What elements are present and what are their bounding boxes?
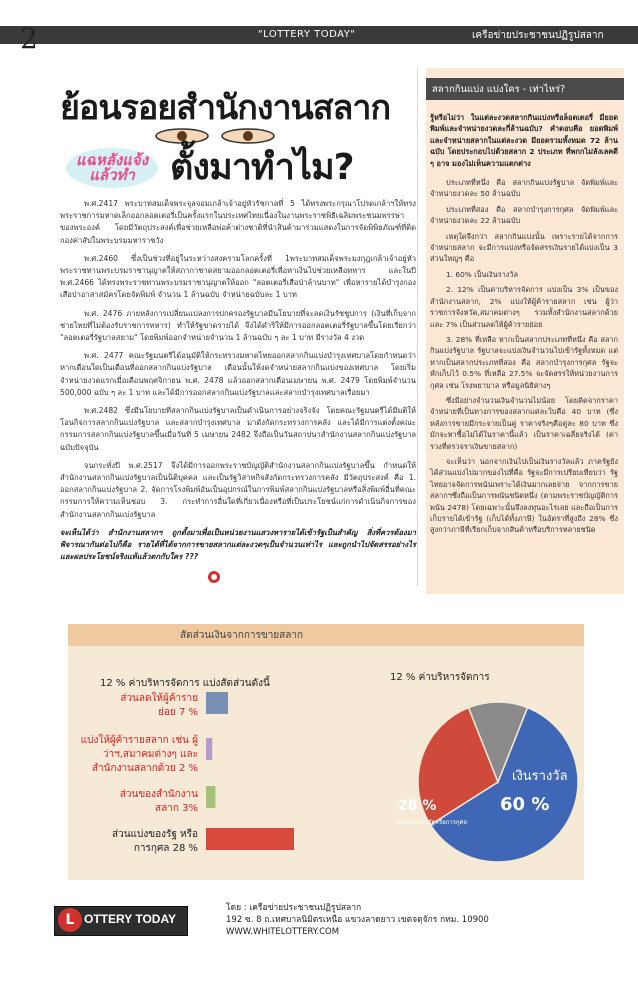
- bar: [206, 828, 294, 850]
- pie-chart-title: 12 % ค่าบริหารจัดการ: [390, 672, 490, 683]
- pie-value-state: 28 %: [398, 798, 437, 814]
- bar: [206, 786, 215, 808]
- bar-label: ส่วนลดให้ผู้ค้ารายย่อย 7 %: [120, 693, 198, 718]
- article-paragraph: พ.ศ. 2476 ภายหลังการเปลี่ยนแปลงการปกครองรัฐบาลมีนโยบายที่จะลดเงินรัชชูปการ (เงินที่เก็บจากชายไทยที่ไม่ต้องรับราชการทหาร) ทำให้รัฐขาดรายได้ จึงได้ดำริให้มีการออกลอตเตอรี่รัฐบาลขึ้นโดยเรียกว่า "ลอตเตอรี่รัฐบาลสยาม" โดยพิมพ์ออกจำหน่ายจำนวน 1 ล้านฉบับ ๆ ละ 1 บาท มีรางวัล 4 งวด: [60, 308, 416, 343]
- sidebar-paragraph: ซึ่งมีอย่างจำนวนเงินจำนวนไม่น้อย โดยคิดจากราคาจำหน่ายที่เป็นทางการของสลากแต่ละใบคือ 40 บาท (ซึ่งหลังการขายมีกระจายเป็นคู่ ราคาจริงๆคือคู่ละ 80 บาท ซึ่งมักจะหาซื้อไม่ได้ในราคานี้แล้ว เป็นราคาเฉลี่ยจริงได้ (ค่ารวงที่ตรวจราเงินขายสลาก): [430, 395, 618, 451]
- sidebar-paragraph: ประเภทที่หนึ่ง คือ สลากกินแบ่งรัฐบาล จัดพิมพ์และจำหน่ายงวดละ 50 ล้านฉบับ: [430, 178, 618, 199]
- footer-info: [226, 902, 489, 938]
- chart-section-title: สัดส่วนเงินจากการขายสลาก: [180, 630, 304, 641]
- pie-label-prize: เงินรางวัล: [512, 769, 568, 784]
- article-paragraph: จนกระทั่งปี พ.ศ.2517 จึงได้มีการออกพระราชบัญญัติสำนักงานสลากกินแบ่งรัฐบาลขึ้น กำหนดให้สำนักงานสลากกินแบ่งรัฐบาลเป็นนิติบุคคล และเป็นรัฐวิสาหกิจสังกัดกระทรวงการคลัง มีวัตถุประสงค์ คือ 1. ออกสลากกินแบ่งรัฐบาล 2. จัดการโรงพิมพ์อันเป็นอุปกรณ์ในการพิมพ์สลากกินแบ่งรัฐบาลหรือสิ่งพิมพ์อื่นที่คณะกรรมการให้ความเห็นชอบ 3. กระทำการอื่นใดที่เกี่ยวเนื่องหรือที่เป็นประโยชน์แก่การดำเนินกิจการของสำนักงานสลากกินแบ่งรัฐบาล: [60, 460, 416, 519]
- sidebar-paragraph: จะเห็นว่า นอกจากเงินไปเป็นเงินรางวัลแล้ว ภาครัฐยังได้ส่วนแบ่งไปมากของไปที่คือ รัฐจะมีการเปรียบเทียบว่า รัฐไทยอาจจัดการพนันเพราะได้เงินมากเลยจ่าย จากการขายสลากฯซึ่งถือเป็นการพนันชนิดหนึ่ง (ตามพระราชบัญญัติการพนัน 2478) โดยเฉพาะนั้นจึงลงทุนอะไรเลย และถือเป็นการเก็บรายได้เข้ารัฐ (เก็บได้ทั้งภาษี) ในอัตราที่สูงถึง 28% ซึ่ง สูงกว่าภาษีที่เรียกเก็บจากสินค้าหรือบริการหลายชนิด: [430, 456, 618, 535]
- bar-chart-title: 12 % ค่าบริหารจัดการ แบ่งสัดส่วนดังนี้: [100, 678, 270, 689]
- article-paragraph: พ.ศ.2482 ซึ่งมีนโยบายที่สลากกินแบ่งรัฐบาลเป็นดำเนินการอย่างจริงจัง โดยคณะรัฐมนตรีได้มีมติให้โอนกิจการสลากกินแบ่งรัฐบาล และสลากบำรุงเทศบาล มาดังกัดกระทรวงการคลัง และได้มีการแต่งตั้งคณะกรรมการสลากกินแบ่งรัฐบาลขึ้นเมื่อวันที่ 5 เมษายน 2482 จึงถือเป็นวันสถาปนาสำนักงานสลากกินแบ่งรัฐบาลฉบับปัจจุบัน: [60, 406, 416, 452]
- bar: [206, 692, 228, 714]
- article-paragraph: พ.ศ.2460 ซึ่งเป็นช่วงที่อยู่ในระหว่างสงครามโลกครั้งที่ 1พระบาทสมเด็จพระมงกุฎเกล้าเจ้าอยู่หัวพระราชทานพระบรมราชานุญาตให้สภากาชาดสยามออกลอตเตอรี่เพื่อหาเงินไปช่วยเหลือทหาร และในปี พ.ศ.2466 ได้ทรงพระราชทานพระบรมราชานุญาตให้ออก "ลอตเตอรี่เสือป่าล้านบาท" เพื่อหารายได้บำรุงกองเสือป่าอาสาสมัครโดยจัดพิมพ์ จำนวน 1 ล้านฉบับ จำหน่ายฉบับละ 1 บาท: [60, 253, 416, 300]
- logo-text: OTTERY TODAY: [84, 912, 177, 926]
- publication-title: "LOTTERY TODAY": [258, 29, 356, 40]
- sidebar-paragraph: ประเภทที่สอง คือ สลากบำรุงการกุศล จัดพิมพ์และจำหน่ายงวดละ 22 ล้านฉบับ: [430, 204, 618, 226]
- footer-line3: WWW.WHITELOTTERY.COM: [226, 927, 340, 937]
- sidebar-paragraph: 1. 60% เป็นเงินรางวัล: [446, 269, 519, 279]
- bar-label: ส่วนแบ่งของรัฐ หรือการกุศล 28 %: [112, 829, 198, 854]
- pie-value-prize: 60 %: [500, 794, 550, 815]
- sidebar-paragraph: เหตุใดจึงกว่า สลากกินแบ่งนั้น เพราะรายได้จากการจำหน่ายสลาก จะมีการแบ่งหรือจัดสรรเงินรายได้แบ่งเป็น 3 ส่วนใหญ่ๆ คือ: [430, 231, 618, 264]
- footer-line2: 192 ซ. 8 ถ.เทศบาลนิมิตรเหนือ แขวงลาดยาว เขตจตุจักร กทม. 10900: [226, 915, 489, 925]
- headline-line2: ตั้งมาทำไม?: [170, 147, 354, 188]
- sidebar-paragraph: 2. 12% เป็นค่าบริหารจัดการ แบ่งเป็น 3% เป็นของสำนักงานสลาก, 2% แบ่งให้ผู้ค้ารายสลาก เช่น ผู้ว่าราชการจังหวัด,สมาคมต่างๆ รวมทั้งสำนักงานสลากด้วย และ 7% เป็นส่วนลดให้ผู้ค้ารายย่อย: [430, 285, 618, 329]
- logo-letter: L: [58, 908, 82, 932]
- page-number: 2: [20, 22, 38, 55]
- article-closing: จะเห็นได้ว่า สำนักงานสลากฯ ถูกตั้งมาเพื่อเป็นหน่วยงานแสวงหารายได้เข้ารัฐเป็นสำคัญ สิ่งที่ควรต้องมาพิจารณากันต่อไปก็คือ รายได้ที่ได้จากการขายสลากแต่ละงวดๆเป็นจำนวนเท่าไร และถูกนำไปจัดสรรอย่างไร และผลประโยชน์จริงแท้แล้วตกกับใคร ???: [60, 527, 416, 562]
- sidebar-paragraph: 3. 28% ที่เหลือ หากเป็นสลากประเภทที่หนึ่ง คือ สลากกินแบ่งรัฐบาล รัฐบาลจะแบ่งเงินจำนวนไปเข้ารัฐทั้งหมด แต่หากเป็นสลากประเภทที่สอง คือ สลากบำรุงการกุศล รัฐจะหักเก็บไว้ 0.5% ที่เหลือ 27.5% จะจัดสรรให้หน่วยงานการกุศล เช่น โรงพยาบาล หรือมูลนิธิต่างๆ: [430, 334, 618, 390]
- sidebar-lead: รู้หรือไม่ว่า ในแต่ละงวดสลากกินแบ่งหรือล็อตเตอรี่ มียอดพิมพ์และจำหน่ายงวดละกี่ล้านฉบับ? คำตอบคือ ยอดพิมพ์และจำหน่ายสลากในแต่ละงวด มียอดรวมทั้งหมด 72 ล้านฉบับ โดยประกอบไปด้วยสลาก 2 ประเภท ที่พกกไม่ลังเลคดี ๆ อาจ มองไม่เห็นความแตกต่าง: [430, 113, 618, 168]
- badge-text: แฉหลังแจ้งแล้วทำ: [75, 151, 149, 184]
- sidebar-title: สลากกินแบ่ง แบ่งใคร - เท่าไหร่?: [432, 84, 566, 95]
- bar-label: ส่วนของสำนักงานสลาก 3%: [119, 789, 198, 814]
- article-paragraph: พ.ศ.2417 พระบาทสมเด็จพระจุลจอมเกล้าเจ้าอยู่หัวรัชกาลที่ 5 ได้ทรงพระกรุณาโปรดเกล้าฯให้ทรงพระราชการมหาดเล็กออกลอตเตอรี่เป็นครั้งแรกในประเทศไทยเนื่องในงานพระราชพิธีเฉลิมพระชนมพรรษาของพระองค์ โดยมีวัตถุประสงค์เพื่อช่วยเหลือพ่อค้าต่างชาติที่นำสินค้ามาร่วมแสดงในการจัดพิพิธภัณฑ์ที่ติดกองค่าสัปในพระบรมมหาราชวัง: [60, 199, 416, 245]
- footer-line1: โดย : เครือข่ายประชาชนปฏิรูปสลาก: [226, 903, 362, 913]
- article-paragraph: พ.ศ. 2477 คณะรัฐมนตรีได้อนุมัติให้กระทรวงมหาดไทยออกสลากกินแบ่งบำรุงเทศบาลโดยกำหนดว่า หากเดือนใดเป็นเดือนที่ออกสลากกินแบ่งรัฐบาล เดือนนั้นให้งดจำหน่ายสลากกินแบ่งของเทศบาล โดยเริ่มจำหน่ายงวดแรกเมื่อเดือนพฤศจิกายน พ.ศ. 2478 แล้วออกสลากเดือนเมษายน พ.ศ. 2479 โดยพิมพ์จำนวน 500,000 ฉบับ ๆ ละ 1 บาท และได้มีการออกสลากกินแบ่งรัฐบาลและสลากบำรุงเทศบาลเรื่อยมา: [60, 351, 416, 397]
- headline-line1: ย้อนรอยสำนักงานสลาก: [60, 88, 391, 128]
- network-title: เครือข่ายประชาชนปฏิรูปสลาก: [472, 30, 604, 41]
- bar: [206, 738, 212, 760]
- pie-label-state: ส่วนแบ่งของรัฐหรือการกุศล: [396, 819, 468, 826]
- bar-label: แบ่งให้ผู้ค้ารายสลาก เช่น ผู้ว่าฯ,สมาคมต่างๆ และสำนักงานสลากด้วย 2 %: [80, 735, 198, 774]
